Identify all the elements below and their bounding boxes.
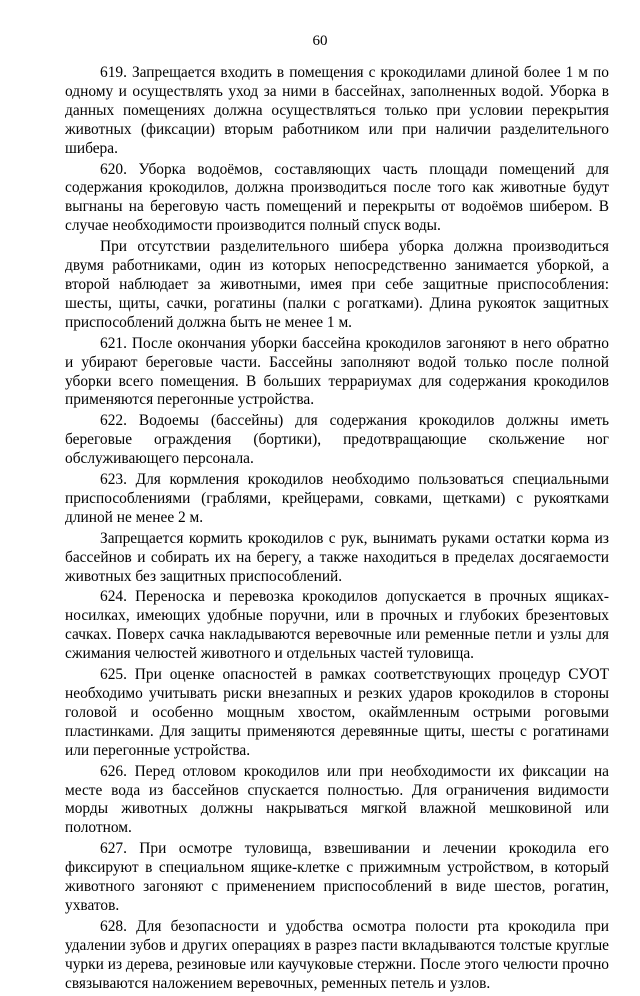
paragraph-625: 625. При оценке опасностей в рамках соответствующих процедур СУОТ необходимо учитывать риски внезапных и резких ударов крокодилов в стороны головой и особенно мощным хвостом, окаймленным острыми роговыми пластинками. Для защиты применяются деревянные щиты, шесты с рогатинами или перегонные устройства.: [65, 666, 609, 759]
paragraph-626: 626. Перед отловом крокодилов или при необходимости их фиксации на месте вода из бассейнов спускается полностью. Для ограничения видимости морды животных должны накрываться мягкой влажной мешковиной или полотном.: [65, 762, 609, 837]
paragraph-620: 620. Уборка водоёмов, составляющих часть площади помещений для содержания крокодилов, должна производиться после того как животные будут выгнаны на береговую часть помещений и перекрыты от водоёмов шибером. В случае необходимости производится полный спуск воды.: [65, 160, 609, 235]
paragraph-623-continued: Запрещается кормить крокодилов с рук, вынимать руками остатки корма из бассейнов и собирать их на берегу, а также находиться в пределах досягаемости животных без защитных приспособлений.: [65, 529, 609, 585]
paragraph-624: 624. Переноска и перевозка крокодилов допускается в прочных ящиках-носилках, имеющих удобные поручни, или в прочных и глубоких брезентовых сачках. Поверх сачка накладываются веревочные или ременные петли и узлы для сжимания челюстей животного и отдельных частей туловища.: [65, 588, 609, 663]
paragraph-621: 621. После окончания уборки бассейна крокодилов загоняют в него обратно и убирают береговые части. Бассейны заполняют водой только после полной уборки всего помещения. В больших террариумах для содержания крокодилов применяются перегонные устройства.: [65, 334, 609, 409]
paragraph-622: 622. Водоемы (бассейны) для содержания крокодилов должны иметь береговые ограждения (бортики), предотвращающие скольжение ног обслуживающего персонала.: [65, 412, 609, 468]
paragraph-627: 627. При осмотре туловища, взвешивании и лечении крокодила его фиксируют в специальном ящике-клетке с прижимным устройством, в который животного загоняют с применением приспособлений в виде шестов, рогатин, ухватов.: [65, 840, 609, 914]
paragraph-620-continued: При отсутствии разделительного шибера уборка должна производиться двумя работниками, один из которых непосредственно занимается уборкой, а второй наблюдает за животными, имея при себе защитные приспособления: шесты, щиты, сачки, рогатины (палки с рогатками). Длина рукояток защитных приспособлений должна быть не менее 1 м.: [65, 238, 609, 331]
paragraph-628: 628. Для безопасности и удобства осмотра полости рта крокодила при удалении зубов и других операциях в разрез пасти вкладываются толстые круглые чурки из дерева, резиновые или каучуковые стержни. После этого челюсти прочно связываются наложением веревочных, ременных петель и узлов.: [65, 917, 609, 992]
paragraph-623: 623. Для кормления крокодилов необходимо пользоваться специальными приспособлениями (граблями, крейцерами, совками, щетками) с рукоятками длиной не менее 2 м.: [65, 471, 609, 526]
paragraph-619: 619. Запрещается входить в помещения с крокодилами длиной более 1 м по одному и осуществлять уход за ними в бассейнах, заполненных водой. Уборка в данных помещениях должна осуществляться только при условии перекрытия животных (фиксации) вторым работником или при наличии разделительного шибера.: [65, 64, 609, 157]
page-number: 60: [312, 33, 328, 49]
page-body: [65, 64, 609, 996]
